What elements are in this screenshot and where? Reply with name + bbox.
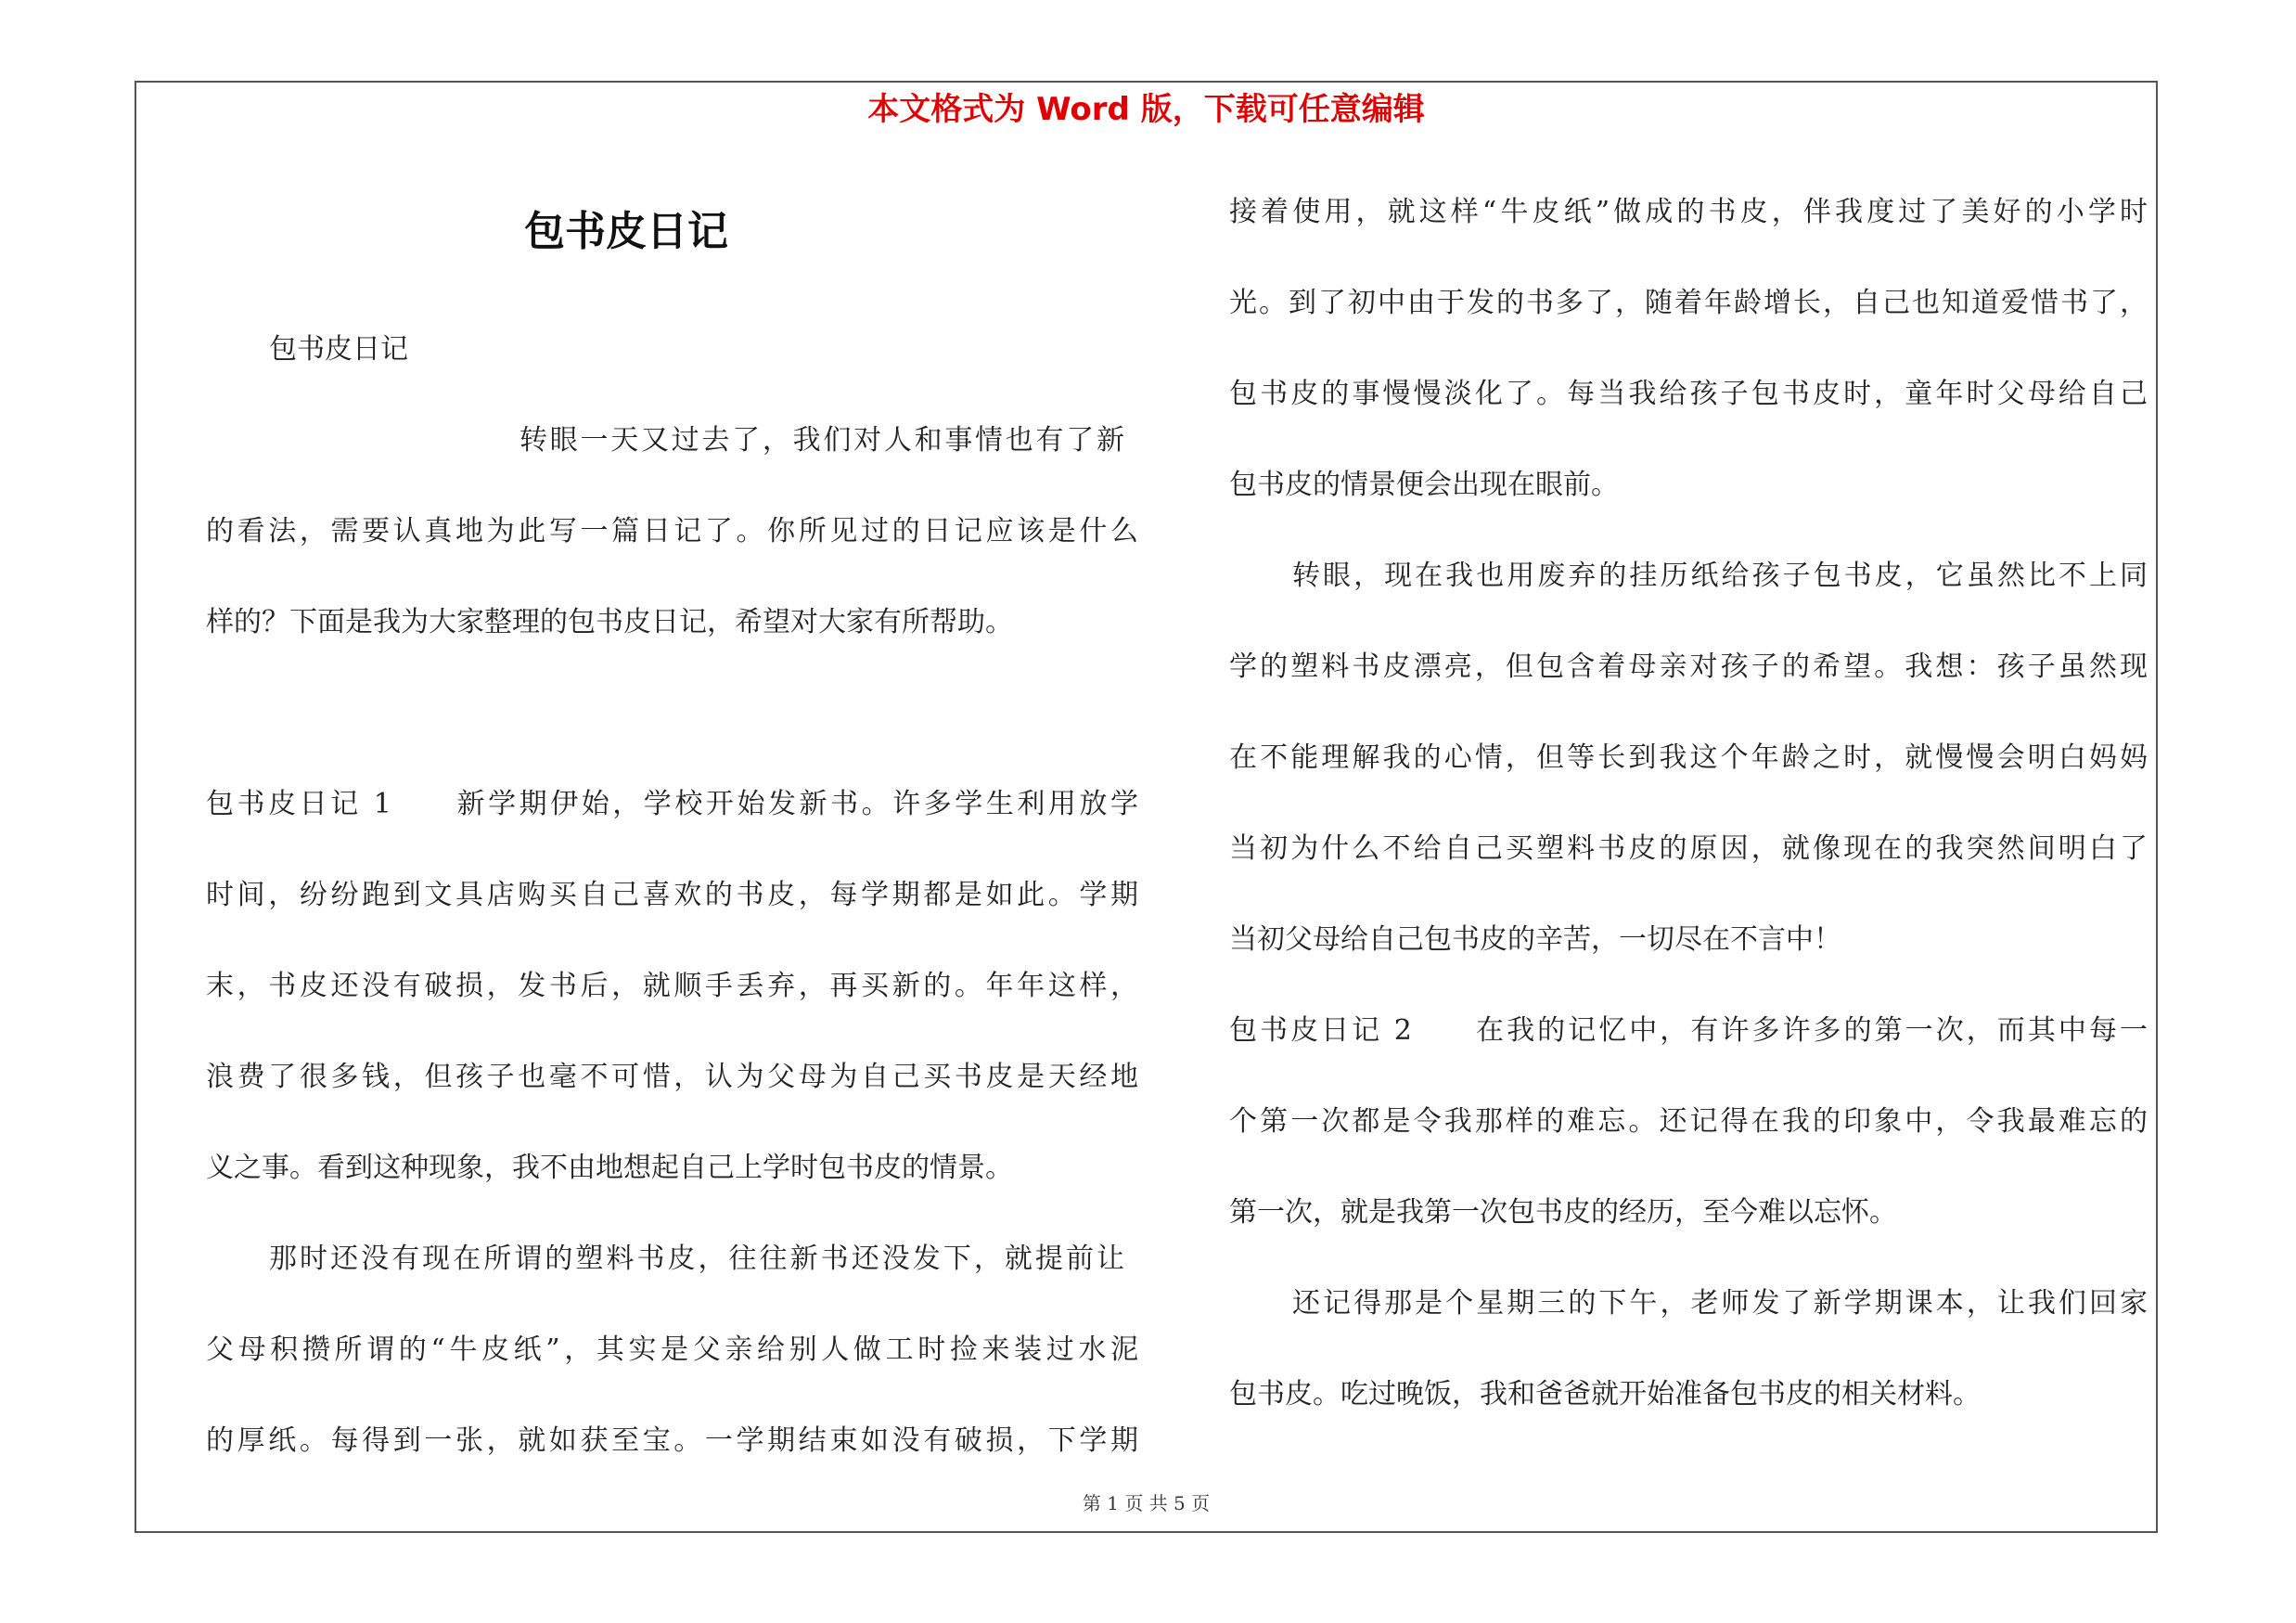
paragraph-line: 包书皮的情景便会出现在眼前。	[1229, 469, 1619, 501]
paragraph-line: 学的塑料书皮漂亮，但包含着母亲对孩子的希望。我想：孩子虽然现	[1229, 650, 2148, 683]
header-banner: 本文格式为 Word 版，下载可任意编辑	[867, 91, 1425, 128]
paragraph-line: 包书皮。吃过晚饭，我和爸爸就开始准备包书皮的相关材料。	[1229, 1378, 1981, 1410]
paragraph-line: 义之事。看到这种现象，我不由地想起自己上学时包书皮的情景。	[206, 1152, 1013, 1184]
paragraph-line: 个第一次都是令我那样的难忘。还记得在我的印象中，令我最难忘的	[1229, 1105, 2148, 1138]
paragraph-line: 的厚纸。每得到一张，就如获至宝。一学期结束如没有破损，下学期	[206, 1424, 1138, 1457]
paragraph-line: 样的？下面是我为大家整理的包书皮日记，希望对大家有所帮助。	[206, 606, 1013, 638]
paragraph-line: 父母积攒所谓的“牛皮纸”，其实是父亲给别人做工时捡来装过水泥	[206, 1333, 1138, 1366]
paragraph-line: 包书皮的事慢慢淡化了。每当我给孩子包书皮时，童年时父母给自己	[1229, 378, 2148, 410]
section-heading-line: 包书皮日记 2 在我的记忆中，有许多许多的第一次，而其中每一	[1229, 1014, 2148, 1047]
paragraph-line: 接着使用，就这样“牛皮纸”做成的书皮，伴我度过了美好的小学时	[1229, 196, 2148, 228]
section-heading-line: 包书皮日记 1 新学期伊始，学校开始发新书。许多学生利用放学	[206, 788, 1138, 820]
paragraph-line: 当初父母给自己包书皮的辛苦，一切尽在不言中！	[1229, 923, 1841, 956]
paragraph-line: 还记得那是个星期三的下午，老师发了新学期课本，让我们回家	[1292, 1287, 2148, 1320]
paragraph-line: 第一次，就是我第一次包书皮的经历，至今难以忘怀。	[1229, 1196, 1897, 1229]
page-number-footer: 第 1 页 共 5 页	[1082, 1492, 1211, 1514]
paragraph-line: 那时还没有现在所谓的塑料书皮，往往新书还没发下，就提前让	[269, 1243, 1124, 1275]
paragraph-line: 光。到了初中由于发的书多了，随着年龄增长，自己也知道爱惜书了，	[1229, 287, 2148, 319]
paragraph-line: 转眼，现在我也用废弃的挂历纸给孩子包书皮，它虽然比不上同	[1292, 560, 2148, 592]
paragraph-line: 末，书皮还没有破损，发书后，就顺手丢弃，再买新的。年年这样，	[206, 970, 1138, 1002]
paragraph-line: 的看法，需要认真地为此写一篇日记了。你所见过的日记应该是什么	[206, 515, 1138, 547]
paragraph-line: 包书皮日记	[269, 333, 408, 366]
document-title: 包书皮日记	[524, 208, 728, 255]
paragraph-line: 浪费了很多钱，但孩子也毫不可惜，认为父母为自己买书皮是天经地	[206, 1061, 1138, 1093]
paragraph-line: 当初为什么不给自己买塑料书皮的原因，就像现在的我突然间明白了	[1229, 832, 2148, 865]
paragraph-line: 时间，纷纷跑到文具店购买自己喜欢的书皮，每学期都是如此。学期	[206, 879, 1138, 911]
paragraph-line: 在不能理解我的心情，但等长到我这个年龄之时，就慢慢会明白妈妈	[1229, 741, 2148, 774]
paragraph-line: 转眼一天又过去了，我们对人和事情也有了新	[519, 424, 1124, 457]
